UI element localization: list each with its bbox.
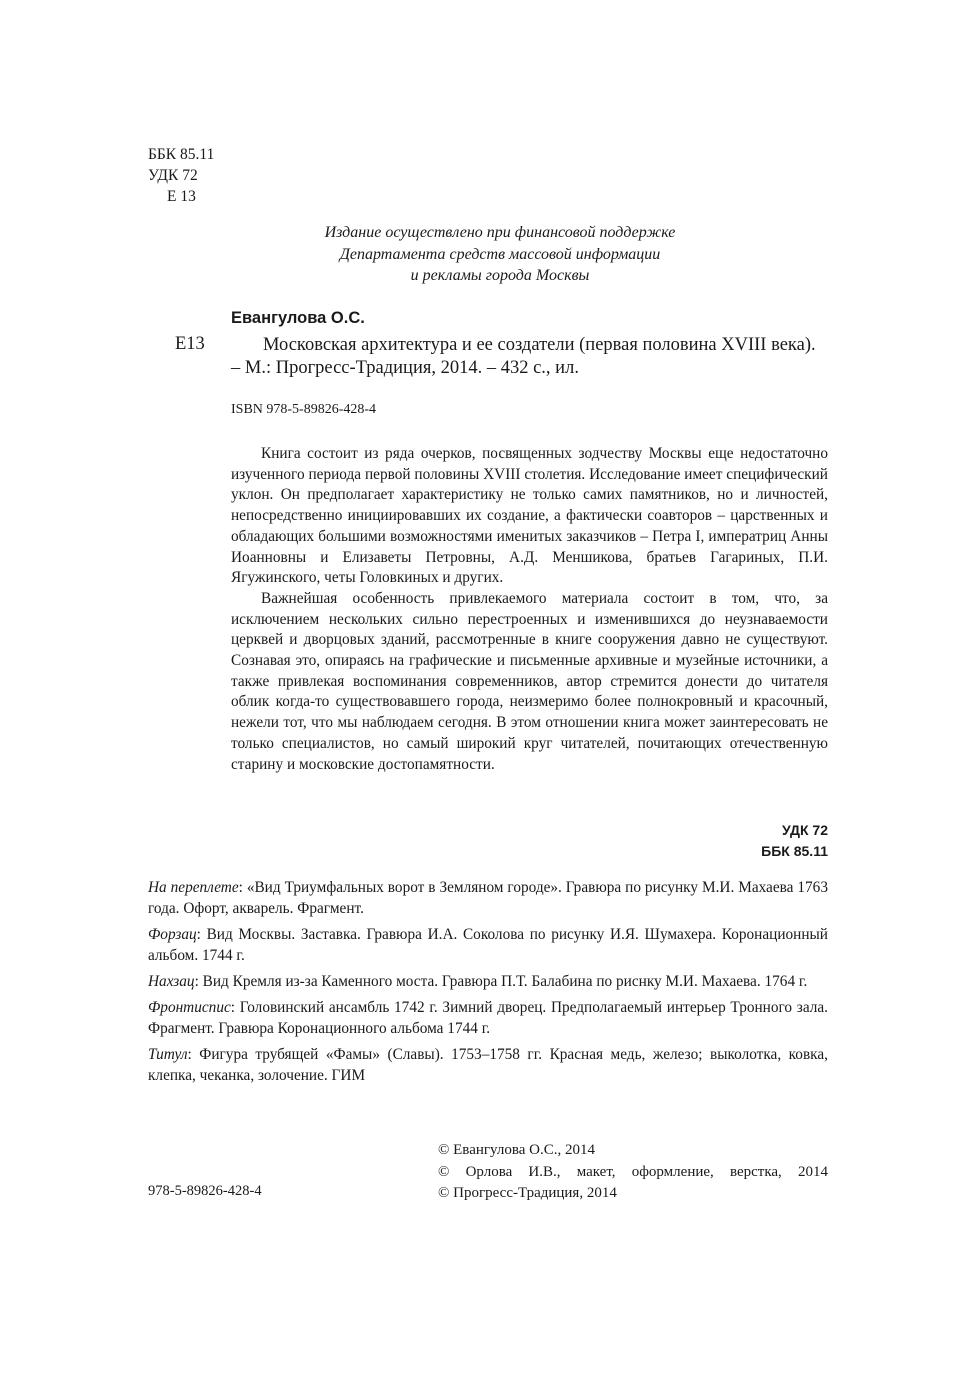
copyright-line: © Орлова И.В., макет, оформление, верстка, 2014	[438, 1163, 828, 1180]
bibliographic-description	[231, 334, 816, 380]
copyright-block	[438, 1140, 828, 1205]
illustration-credit	[148, 924, 828, 966]
abstract-paragraph: Книга состоит из ряда очерков, посвященных зодчеству Москвы еще недостаточно изученного периода первой половины XVIII столетия. Исследование имеет специфический уклон. Он предполагает характеристику не только самих памятников, но и личностей, непосредственно инициировавших их создание, а фактически соавторов – царственных и обладающих большими возможностями именитых заказчиков – Петра I, императриц Анны Иоанновны и Елизаветы Петровны, А.Д. Меншикова, братьев Гагариных, П.И. Ягужинского, четы Головкиных и других.	[231, 445, 828, 587]
isbn-bottom: 978-5-89826-428-4	[148, 1183, 262, 1199]
bbk-code: ББК 85.11	[148, 146, 215, 163]
credit-label: На переплете	[148, 879, 239, 896]
udk-code-right: УДК 72	[782, 822, 828, 838]
author-mark: Е13	[175, 334, 205, 354]
credit-label: Титул	[148, 1046, 188, 1063]
bbk-code-right: ББК 85.11	[761, 843, 828, 859]
classification-codes	[148, 144, 214, 207]
credit-text: : Вид Москвы. Заставка. Гравюра И.А. Соколова по рисунку И.Я. Шумахера. Коронационный альбом. 1744 г.	[148, 926, 828, 964]
illustration-credit	[148, 1044, 828, 1086]
copyright-line: © Прогресс-Традиция, 2014	[438, 1185, 617, 1201]
copyright-line: © Евангулова О.С., 2014	[438, 1142, 595, 1158]
author-name: Евангулова О.С.	[231, 309, 365, 327]
book-description: Московская архитектура и ее создатели (первая половина XVIII века). – М.: Прогресс-Традиция, 2014. – 432 с., ил.	[231, 335, 816, 378]
funding-note-line: Департамента средств массовой информации	[339, 245, 661, 263]
funding-note-line: и рекламы города Москвы	[410, 267, 590, 284]
funding-note	[230, 222, 770, 287]
credit-label: Нахзац	[148, 973, 195, 990]
author-mark-code: Е 13	[167, 188, 196, 205]
credit-text: : Головинский ансамбль 1742 г. Зимний дворец. Предполагаемый интерьер Тронного зала. Фрагмент. Гравюра Коронационного альбома 1744 г.	[148, 999, 828, 1037]
credit-text: : «Вид Триумфальных ворот в Земляном городе». Гравюра по рисунку М.И. Махаева 1763 года. Офорт, акварель. Фрагмент.	[148, 879, 828, 917]
illustration-credit	[148, 971, 828, 992]
funding-note-line: Издание осуществлено при финансовой поддержке	[324, 224, 676, 241]
credit-text: : Вид Кремля из-за Каменного моста. Гравюра П.Т. Балабина по риснку М.И. Махаева. 1764 г.	[194, 973, 808, 990]
credit-text: : Фигура трубящей «Фамы» (Славы). 1753–1758 гг. Красная медь, железо; выколотка, ковка, клепка, чеканка, золочение. ГИМ	[148, 1046, 828, 1084]
illustration-credits	[148, 877, 828, 1091]
credit-label: Форзац	[148, 926, 197, 943]
illustration-credit	[148, 877, 828, 919]
credit-label: Фронтиспис	[148, 999, 231, 1016]
abstract-paragraph: Важнейшая особенность привлекаемого материала состоит в том, что, за исключением нескольких сильно перестроенных и изменившихся до неузнаваемости церквей и дворцовых зданий, рассмотренные в книге сооружения давно не существуют. Сознавая это, опираясь на графические и письменные архивные и музейные источники, а также привлекая воспоминания современников, автор стремится донести до читателя облик когда-то существовавшего города, неизмеримо более полнокровный и красочный, нежели тот, что мы наблюдаем сегодня. В этом отношении книга может заинтересовать не только специалистов, но самый широкий круг читателей, почитающих отечественную старину и московские достопамятности.	[231, 589, 828, 773]
abstract	[231, 444, 828, 775]
udk-code: УДК 72	[148, 167, 198, 184]
illustration-credit	[148, 997, 828, 1039]
classification-codes-right	[600, 820, 828, 862]
isbn-line: ISBN 978-5-89826-428-4	[231, 402, 377, 417]
